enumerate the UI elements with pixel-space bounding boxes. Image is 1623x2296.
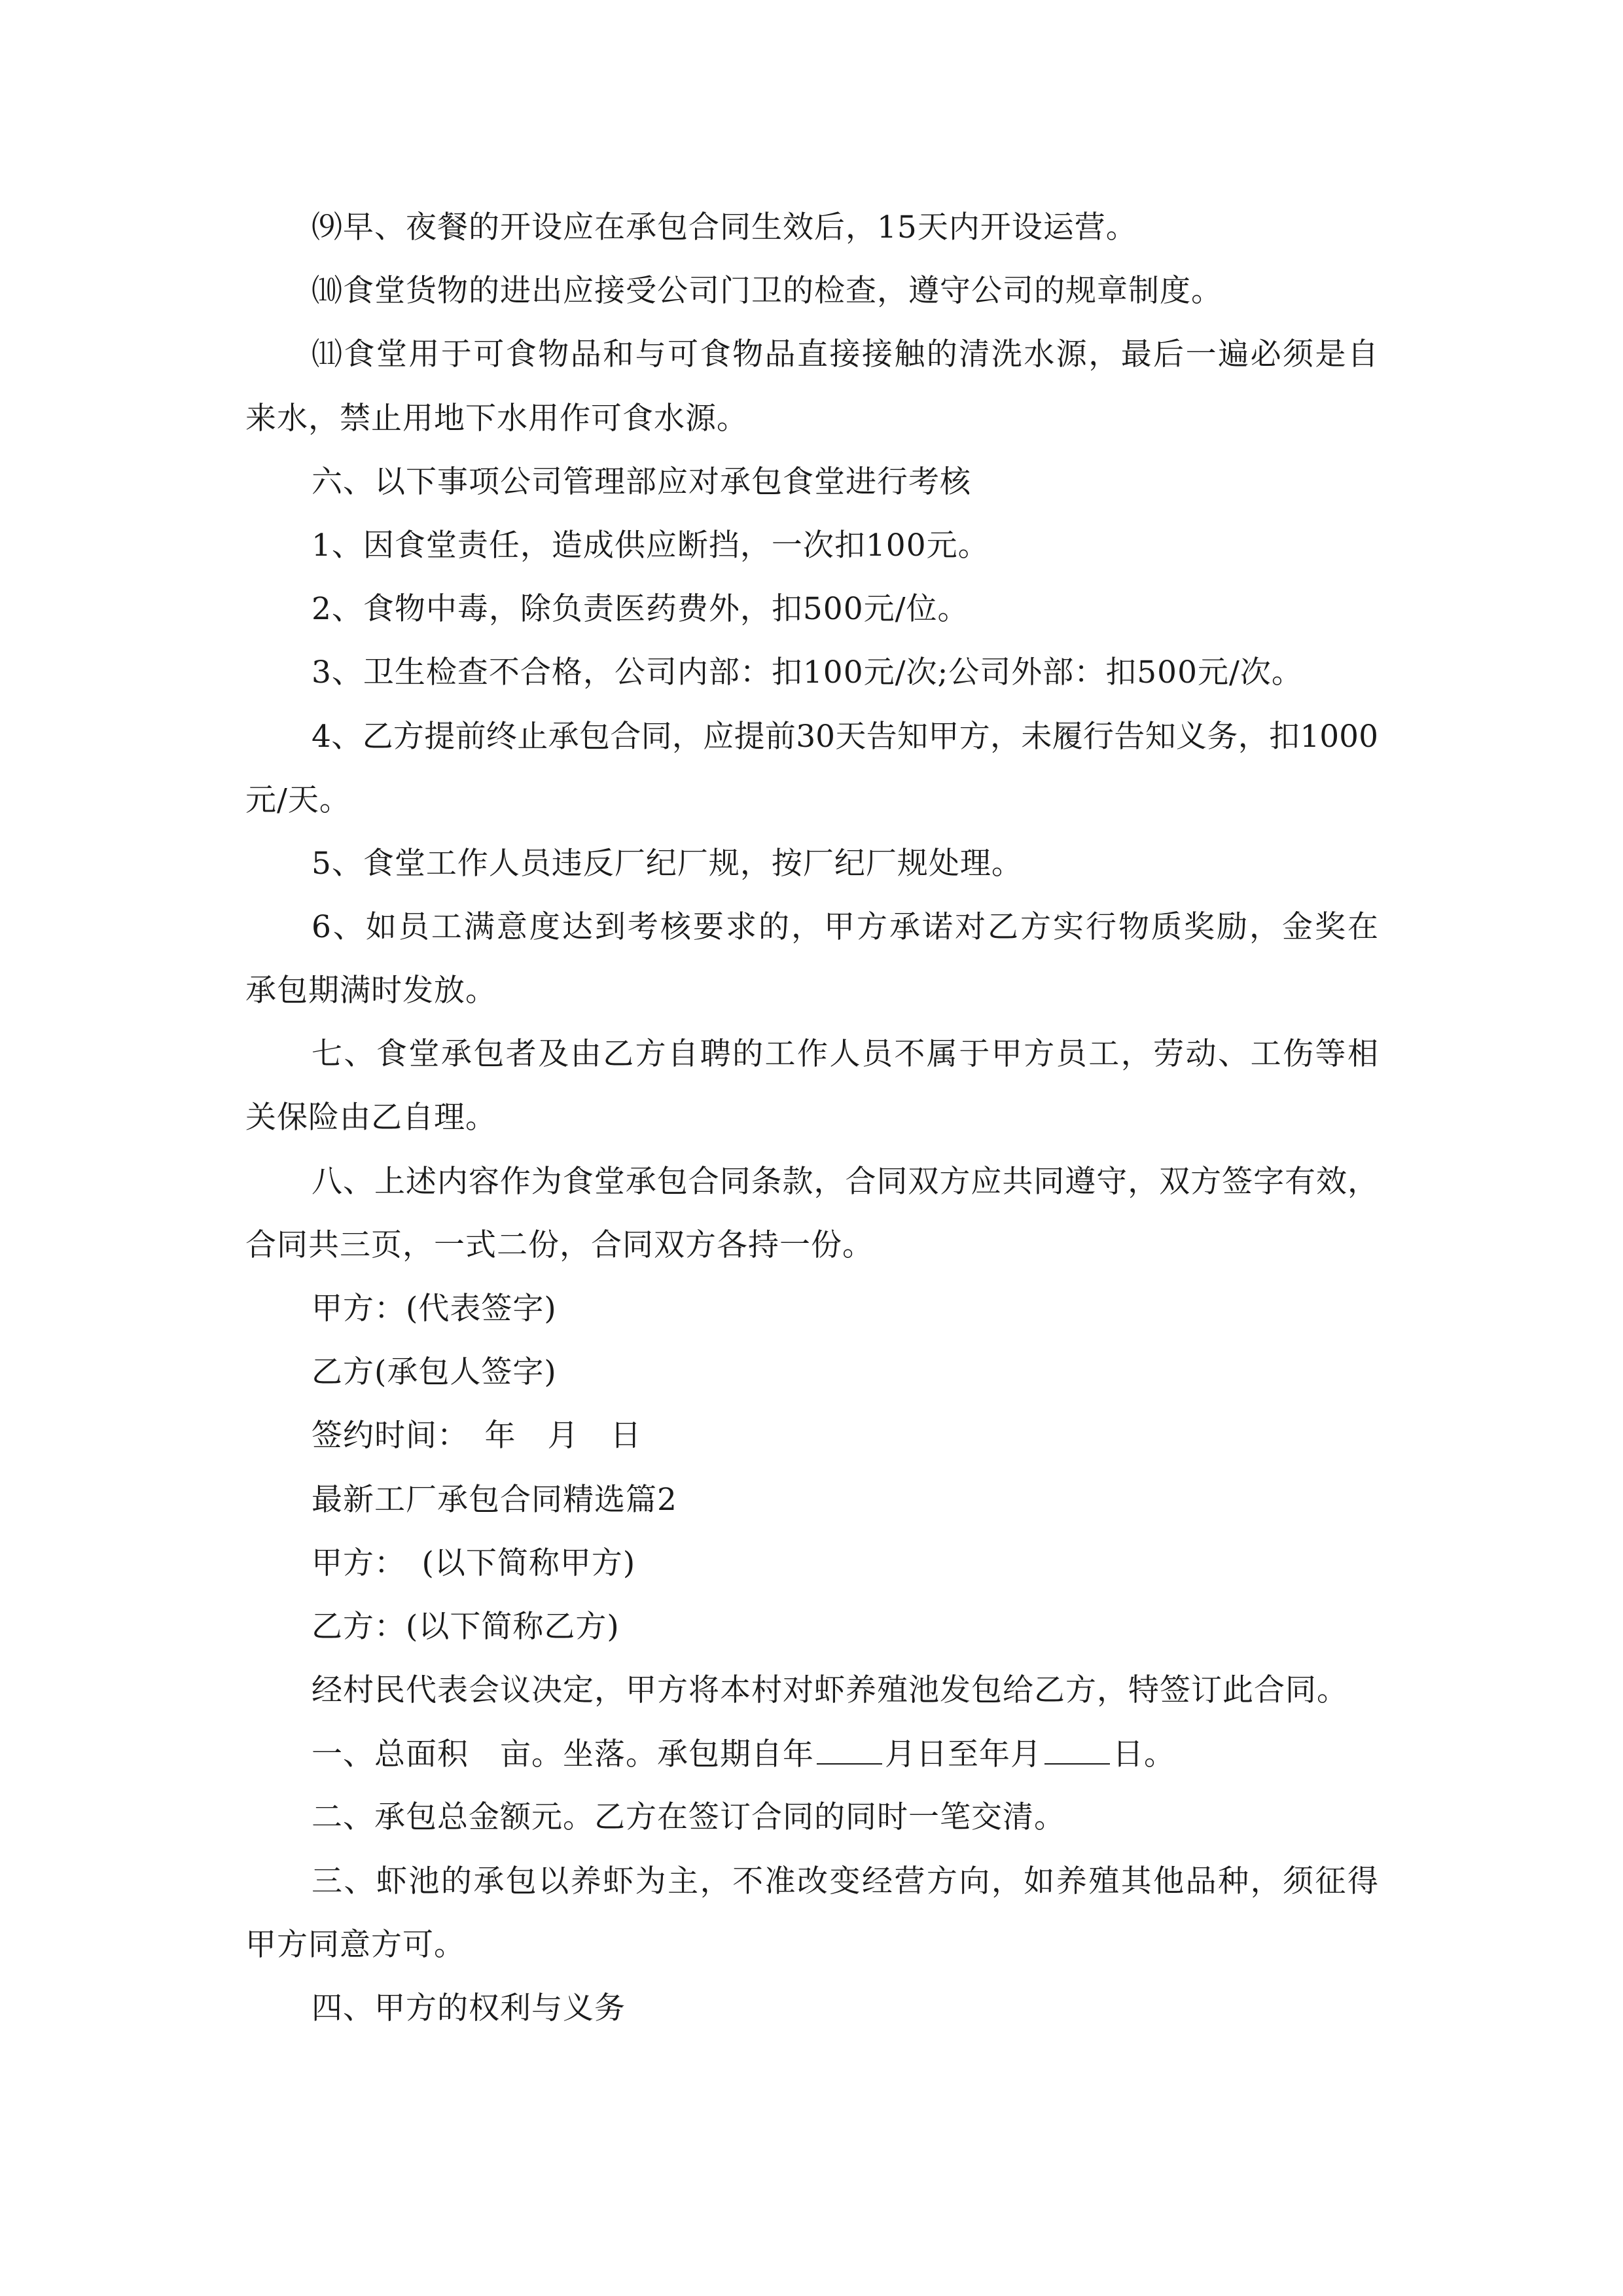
party-a-signature: 甲方：(代表签字) (312, 1291, 557, 1327)
article-2: 二、承包总金额元。乙方在签订合同的同时一笔交清。 (312, 1799, 1065, 1835)
contract-2-title: 最新工厂承包合同精选篇2 (312, 1482, 677, 1518)
blank-line (817, 1734, 882, 1765)
article-1 (312, 1734, 1175, 1774)
article-1-part-c: 日。 (1113, 1736, 1175, 1772)
section-6-item-4-line-2: 元/天。 (245, 782, 351, 818)
contract-2-intro: 经村民代表会议决定，甲方将本村对虾养殖池发包给乙方，特签订此合同。 (312, 1672, 1348, 1708)
section-6-item-6-line-1: 6、如员工满意度达到考核要求的，甲方承诺对乙方实行物质奖励，金奖在 (312, 909, 1378, 945)
contract-2-party-b: 乙方：(以下简称乙方) (312, 1609, 620, 1645)
section-7-line-1: 七、食堂承包者及由乙方自聘的工作人员不属于甲方员工，劳动、工伤等相 (312, 1036, 1378, 1072)
paragraph-item-11-line-1: ⑾食堂用于可食物品和与可食物品直接接触的清洗水源，最后一遍必须是自 (312, 336, 1378, 372)
paragraph-item-11-line-2: 来水，禁止用地下水用作可食水源。 (245, 401, 748, 437)
blank-line (1044, 1734, 1110, 1765)
section-8-line-1: 八、上述内容作为食堂承包合同条款，合同双方应共同遵守，双方签字有效， (312, 1164, 1378, 1200)
paragraph-item-9: ⑼早、夜餐的开设应在承包合同生效后，15天内开设运营。 (312, 209, 1137, 245)
section-7-line-2: 关保险由乙自理。 (245, 1100, 497, 1136)
party-b-signature: 乙方(承包人签字) (312, 1354, 557, 1390)
article-4: 四、甲方的权利与义务 (312, 1990, 626, 2026)
section-6-item-6-line-2: 承包期满时发放。 (245, 973, 497, 1009)
section-6-item-5: 5、食堂工作人员违反厂纪厂规，按厂纪厂规处理。 (312, 846, 1023, 882)
article-1-part-b: 月日至年月 (885, 1736, 1042, 1772)
article-1-part-a: 一、总面积 亩。坐落。承包期自年 (312, 1736, 814, 1772)
contract-2-party-a: 甲方： (以下简称甲方) (312, 1545, 636, 1581)
article-3-line-1: 三、虾池的承包以养虾为主，不准改变经营方向，如养殖其他品种，须征得 (312, 1863, 1378, 1899)
section-8-line-2: 合同共三页，一式二份，合同双方各持一份。 (245, 1227, 874, 1263)
section-6-item-3: 3、卫生检查不合格，公司内部：扣100元/次;公司外部：扣500元/次。 (312, 655, 1303, 691)
section-6-item-4-line-1: 4、乙方提前终止承包合同，应提前30天告知甲方，未履行告知义务，扣1000 (312, 719, 1378, 755)
paragraph-item-10: ⑽食堂货物的进出应接受公司门卫的检查，遵守公司的规章制度。 (312, 273, 1222, 309)
signing-date: 签约时间： 年 月 日 (312, 1418, 642, 1454)
section-6-item-2: 2、食物中毒，除负责医药费外，扣500元/位。 (312, 591, 969, 627)
section-6-item-1: 1、因食堂责任，造成供应断挡，一次扣100元。 (312, 528, 990, 564)
article-3-line-2: 甲方同意方可。 (245, 1927, 465, 1963)
section-6-heading: 六、以下事项公司管理部应对承包食堂进行考核 (312, 464, 971, 500)
